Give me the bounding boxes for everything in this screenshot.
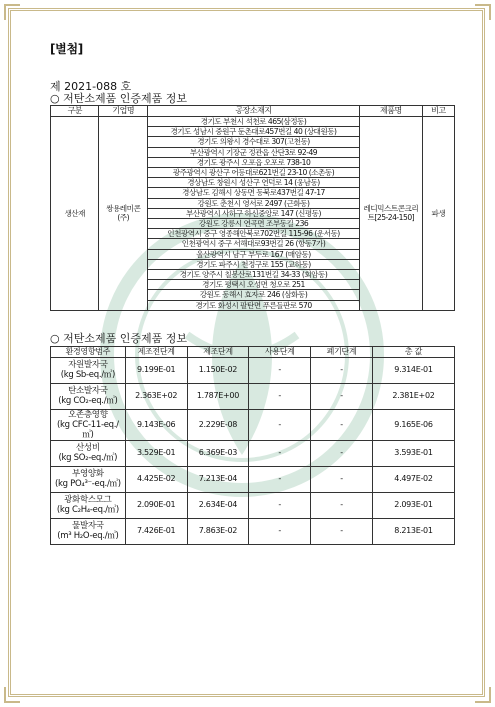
value-cell: 9.314E-01 xyxy=(372,357,454,383)
note-cell: 파생 xyxy=(422,117,454,311)
corner-ornament xyxy=(4,687,20,703)
factory-table xyxy=(50,105,455,311)
value-cell: - xyxy=(311,518,373,544)
impact-category-unit: (kg CFC-11-eq./㎥) xyxy=(56,419,119,440)
impact-category-cell xyxy=(51,409,126,440)
factory-address-cell: 경기도 광주시 오포읍 오포로 738-10 xyxy=(147,157,359,167)
value-cell: 3.593E-01 xyxy=(372,440,454,466)
factory-address-cell: 강원도 동해시 효자로 246 (삼화동) xyxy=(147,290,359,300)
value-cell: - xyxy=(311,357,373,383)
value-cell: - xyxy=(249,466,311,492)
value-cell: - xyxy=(311,466,373,492)
value-cell: 6.369E-03 xyxy=(187,440,249,466)
impact-category-name: 물발자국 xyxy=(72,521,104,532)
column-header: 비고 xyxy=(422,106,454,117)
value-cell: - xyxy=(311,383,373,409)
value-cell: 2.634E-04 xyxy=(187,492,249,518)
attachment-label: [별첨] xyxy=(50,42,83,56)
section-title: ○ 저탄소제품 인증제품 정보 xyxy=(50,92,187,105)
factory-address-cell: 경기도 양주시 칠봉산로131번길 34-33 (회암동) xyxy=(147,270,359,280)
factory-address-cell: 경상남도 김해시 상동면 동북로437번길 47-17 xyxy=(147,188,359,198)
table-header-row xyxy=(51,106,455,117)
section-title: ○ 저탄소제품 인증제품 정보 xyxy=(50,331,187,345)
column-header: 사용단계 xyxy=(249,346,311,357)
impact-category-unit: (kg Sb-eq./㎥) xyxy=(60,370,116,381)
column-header: 제조전단계 xyxy=(125,346,187,357)
value-cell: 3.529E-01 xyxy=(125,440,187,466)
value-cell: - xyxy=(249,492,311,518)
factory-address-cell: 경기도 부천시 석천로 465(삼정동) xyxy=(147,117,359,127)
impact-category-unit: (kg C₂H₄-eq./㎥) xyxy=(56,505,119,516)
company-cell: 쌍용레미콘(주) xyxy=(99,117,147,311)
value-cell: 9.143E-06 xyxy=(125,409,187,440)
impact-category-unit: (kg CO₂-eq./㎥) xyxy=(58,396,118,407)
product-cell: 레디믹스트콘크리트[25-24-150] xyxy=(360,117,423,311)
column-header: 폐기단계 xyxy=(311,346,373,357)
factory-address-cell: 강원도 춘천시 영서로 2497 (근화동) xyxy=(147,198,359,208)
column-header: 기업명 xyxy=(99,106,147,117)
value-cell: 2.381E+02 xyxy=(372,383,454,409)
table-row xyxy=(51,409,455,440)
document-content xyxy=(50,40,455,545)
value-cell: - xyxy=(249,440,311,466)
column-header: 환경영향범주 xyxy=(51,346,126,357)
value-cell: 7.863E-02 xyxy=(187,518,249,544)
value-cell: 9.199E-01 xyxy=(125,357,187,383)
impact-category-cell xyxy=(51,357,126,383)
factory-address-cell: 경상남도 창원시 성산구 연덕로 14 (웅남동) xyxy=(147,178,359,188)
value-cell: 2.363E+02 xyxy=(125,383,187,409)
value-cell: 8.213E-01 xyxy=(372,518,454,544)
value-cell: - xyxy=(311,440,373,466)
corner-ornament xyxy=(4,4,20,20)
factory-address-cell: 부산광역시 기장군 정관읍 산단3로 92-49 xyxy=(147,147,359,157)
impact-category-cell xyxy=(51,466,126,492)
value-cell: 1.150E-02 xyxy=(187,357,249,383)
corner-ornament xyxy=(475,4,491,20)
value-cell: - xyxy=(311,409,373,440)
column-header: 총 값 xyxy=(372,346,454,357)
factory-address-cell: 경기도 파주시 천정구로 155 (교하동) xyxy=(147,259,359,269)
value-cell: 1.787E+00 xyxy=(187,383,249,409)
impact-category-cell xyxy=(51,492,126,518)
impact-category-name: 자원발자국 xyxy=(68,360,108,371)
factory-address-cell: 부산광역시 사하구 하신중앙로 147 (신평동) xyxy=(147,208,359,218)
impact-category-name: 광화학스모그 xyxy=(64,495,112,506)
factory-address-cell: 인천광역시 중구 서해대로93번길 26 (항동7가) xyxy=(147,239,359,249)
certificate-number: 제 2021-088 호 xyxy=(50,80,132,93)
value-cell: - xyxy=(249,409,311,440)
factory-address-cell: 경기도 의왕시 경수대로 307(고천동) xyxy=(147,137,359,147)
value-cell: 4.497E-02 xyxy=(372,466,454,492)
impact-category-unit: (m³ H₂O-eq./㎥) xyxy=(57,531,119,542)
factory-address-cell: 경기도 화성시 팔탄면 푸른들판로 570 xyxy=(147,300,359,310)
factory-address-cell: 울산광역시 남구 부두로 167 (매암동) xyxy=(147,249,359,259)
impact-category-name: 탄소발자국 xyxy=(68,386,108,397)
impact-category-cell xyxy=(51,383,126,409)
table-row xyxy=(51,117,455,127)
corner-ornament xyxy=(475,687,491,703)
table-row xyxy=(51,440,455,466)
factory-address-cell: 광주광역시 광산구 어등대로621번길 23-10 (소촌동) xyxy=(147,168,359,178)
value-cell: 7.426E-01 xyxy=(125,518,187,544)
impact-table xyxy=(50,346,455,545)
value-cell: 2.090E-01 xyxy=(125,492,187,518)
table-row xyxy=(51,518,455,544)
value-cell: 2.229E-08 xyxy=(187,409,249,440)
impact-category-unit: (kg SO₂-eq./㎥) xyxy=(58,453,118,464)
factory-address-cell: 인천광역시 중구 영종해안북로702번길 115-96 (운서동) xyxy=(147,229,359,239)
value-cell: 4.425E-02 xyxy=(125,466,187,492)
impact-category-unit: (kg PO₄³⁻-eq./㎥) xyxy=(55,479,121,490)
table-row xyxy=(51,383,455,409)
value-cell: - xyxy=(249,383,311,409)
impact-category-name: 오존층영향 xyxy=(68,409,108,420)
value-cell: 7.213E-04 xyxy=(187,466,249,492)
value-cell: 2.093E-01 xyxy=(372,492,454,518)
value-cell: - xyxy=(311,492,373,518)
category-cell: 생산재 xyxy=(51,117,99,311)
factory-address-cell: 경기도 평택시 오성면 청오로 251 xyxy=(147,280,359,290)
factory-address-cell: 강원도 강릉시 연곡면 조부동길 236 xyxy=(147,219,359,229)
impact-category-cell xyxy=(51,518,126,544)
column-header: 제조단계 xyxy=(187,346,249,357)
value-cell: - xyxy=(249,357,311,383)
impact-category-name: 부영양화 xyxy=(72,469,104,480)
impact-category-cell xyxy=(51,440,126,466)
value-cell: 9.165E-06 xyxy=(372,409,454,440)
column-header: 공장소재지 xyxy=(147,106,359,117)
impact-category-name: 산성비 xyxy=(76,443,100,454)
value-cell: - xyxy=(249,518,311,544)
table-row xyxy=(51,357,455,383)
column-header: 제품명 xyxy=(360,106,423,117)
column-header: 구분 xyxy=(51,106,99,117)
table-header-row xyxy=(51,346,455,357)
factory-address-cell: 경기도 성남시 중원구 둔촌대로457번길 40 (상대원동) xyxy=(147,127,359,137)
table-row xyxy=(51,492,455,518)
table-row xyxy=(51,466,455,492)
